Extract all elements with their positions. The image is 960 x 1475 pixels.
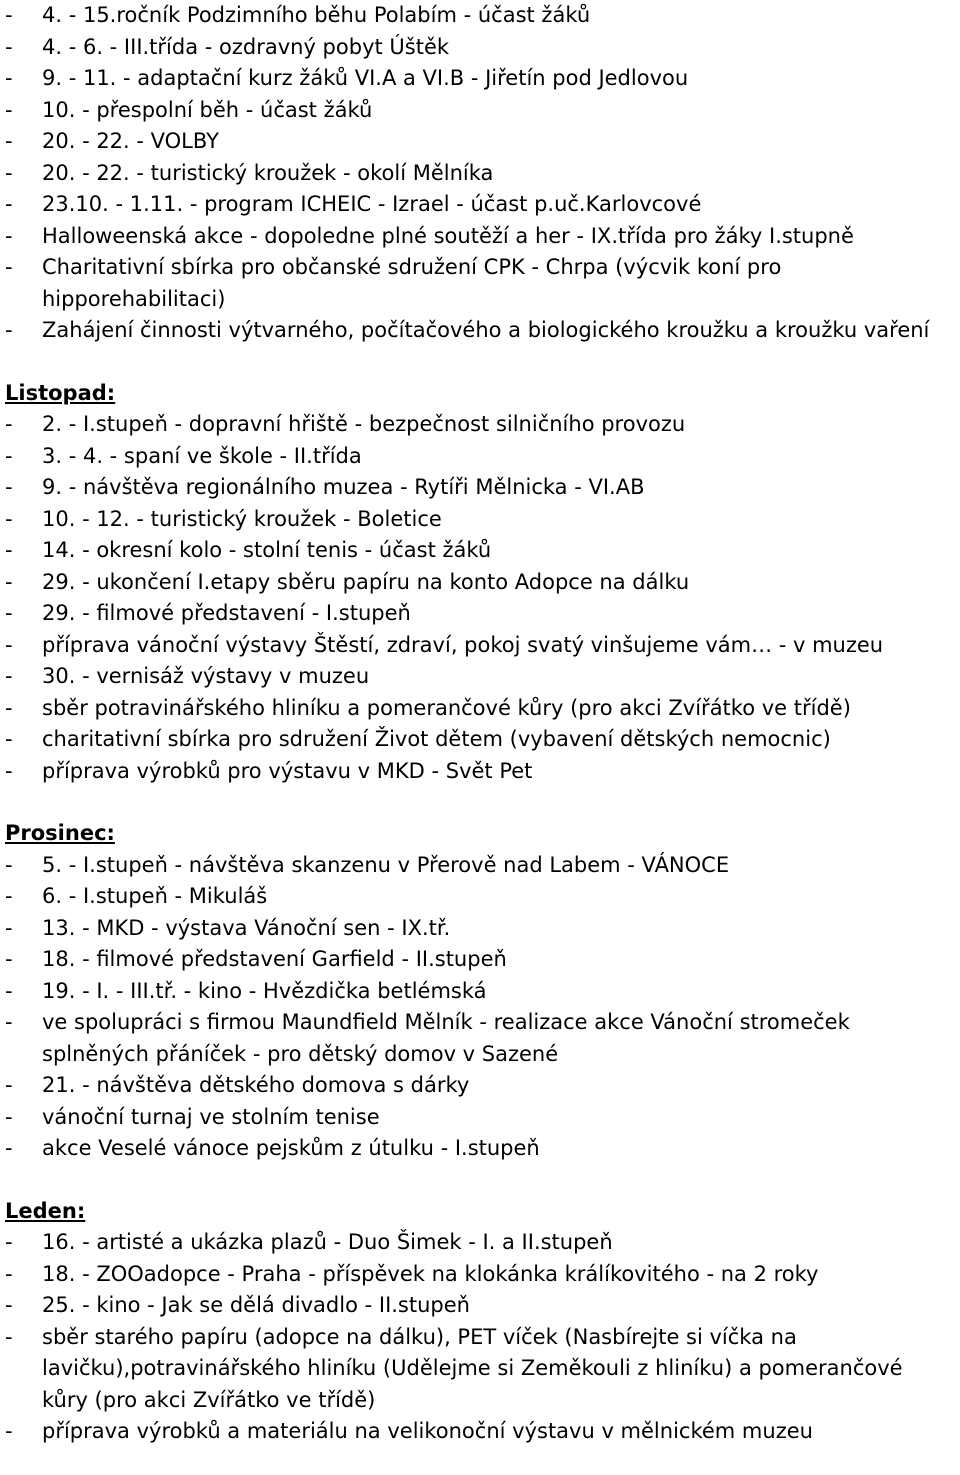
listopad-event-list: [0, 409, 960, 787]
list-item: - 19. - I. - III.tř. - kino - Hvězdička betlémská: [0, 976, 960, 1008]
list-item: - 10. - 12. - turistický kroužek - Boletice: [0, 504, 960, 536]
bullet-dash: -: [5, 1419, 13, 1443]
bullet-dash: -: [5, 978, 13, 1003]
list-item: - ve spolupráci s firmou Maundfield Mělník - realizace akce Vánoční stromeček splněných přáníček - pro dětský domov v Sazené: [0, 1007, 960, 1070]
bullet-dash: -: [5, 255, 13, 279]
list-item: - 2. - I.stupeň - dopravní hřiště - bezpečnost silničního provozu: [0, 409, 960, 441]
list-item: - 30. - vernisáž výstavy v muzeu: [0, 661, 960, 693]
bullet-dash: -: [5, 1261, 13, 1286]
list-item: - příprava vánoční výstavy Štěstí, zdraví, pokoj svatý vinšujeme vám… - v muzeu: [0, 630, 960, 662]
bullet-dash: -: [5, 1104, 13, 1129]
bullet-dash: -: [5, 758, 13, 783]
section-spacer: [0, 787, 960, 818]
bullet-dash: -: [5, 852, 13, 877]
bullet-dash: -: [5, 129, 13, 153]
list-item: - 21. - návštěva dětského domova s dárky: [0, 1070, 960, 1102]
bullet-dash: -: [5, 1293, 13, 1317]
list-item: - příprava výrobků pro výstavu v MKD - Svět Pet: [0, 756, 960, 788]
bullet-dash: -: [5, 915, 13, 940]
bullet-dash: -: [5, 664, 13, 688]
leden-event-list: [0, 1227, 960, 1448]
prosinec-event-list: [0, 850, 960, 1165]
bullet-dash: -: [5, 412, 13, 436]
continued-event-list: [0, 0, 960, 347]
list-item: - 29. - ukončení I.etapy sběru papíru na konto Adopce na dálku: [0, 567, 960, 599]
bullet-dash: -: [5, 632, 13, 657]
section-heading-prosinec: Prosinec:: [5, 821, 115, 845]
list-item: - sběr potravinářského hliníku a pomerančové kůry (pro akci Zvířátko ve třídě): [0, 693, 960, 725]
list-item: - Charitativní sbírka pro občanské sdružení CPK - Chrpa (výcvik koní pro hipporehabilitaci): [0, 252, 960, 315]
bullet-dash: -: [5, 1136, 13, 1160]
list-item: - 9. - návštěva regionálního muzea - Rytíři Mělnicka - VI.AB: [0, 472, 960, 504]
list-item: - 10. - přespolní běh - účast žáků: [0, 95, 960, 127]
bullet-dash: -: [5, 160, 13, 185]
list-item: - 4. - 15.ročník Podzimního běhu Polabím - účast žáků: [0, 0, 960, 32]
bullet-dash: -: [5, 601, 13, 625]
list-item: - charitativní sbírka pro sdružení Život dětem (vybavení dětských nemocnic): [0, 724, 960, 756]
list-item: - 9. - 11. - adaptační kurz žáků VI.A a VI.B - Jiřetín pod Jedlovou: [0, 63, 960, 95]
list-item: - 18. - filmové představení Garfield - II.stupeň: [0, 944, 960, 976]
section-spacer: [0, 347, 960, 378]
list-item: - akce Veselé vánoce pejskům z útulku - I.stupeň: [0, 1133, 960, 1165]
list-item: - 14. - okresní kolo - stolní tenis - účast žáků: [0, 535, 960, 567]
bullet-dash: -: [5, 695, 13, 720]
section-heading-leden: Leden:: [5, 1198, 86, 1223]
bullet-dash: -: [5, 1324, 13, 1349]
bullet-dash: -: [5, 727, 13, 751]
list-item: - 20. - 22. - turistický kroužek - okolí Mělníka: [0, 158, 960, 190]
bullet-dash: -: [5, 97, 13, 122]
list-item: - 3. - 4. - spaní ve škole - II.třída: [0, 441, 960, 473]
bullet-dash: -: [5, 192, 13, 216]
list-item: - sběr starého papíru (adopce na dálku), PET víček (Nasbírejte si víčka na lavičku),potravinářského hliníku (Udělejme si Zeměkouli z hliníku) a pomerančové kůry (pro akci Zvířátko ve třídě): [0, 1322, 960, 1417]
bullet-dash: -: [5, 884, 13, 908]
list-item: - 20. - 22. - VOLBY: [0, 126, 960, 158]
bullet-dash: -: [5, 538, 13, 562]
list-item: - 23.10. - 1.11. - program ICHEIC - Izrael - účast p.uč.Karlovcové: [0, 189, 960, 221]
bullet-dash: -: [5, 1230, 13, 1254]
bullet-dash: -: [5, 1010, 13, 1034]
list-item: - 5. - I.stupeň - návštěva skanzenu v Přerově nad Labem - VÁNOCE: [0, 850, 960, 882]
list-item: - Zahájení činnosti výtvarného, počítačového a biologického kroužku a kroužku vaření: [0, 315, 960, 347]
list-item: - 18. - ZOOadopce - Praha - příspěvek na klokánka králíkovitého - na 2 roky: [0, 1259, 960, 1291]
section-heading-listopad: Listopad:: [5, 380, 116, 405]
bullet-dash: -: [5, 947, 13, 971]
bullet-dash: -: [5, 443, 13, 468]
bullet-dash: -: [5, 318, 13, 342]
list-item: - vánoční turnaj ve stolním tenise: [0, 1102, 960, 1134]
list-item: - Halloweenská akce - dopoledne plné soutěží a her - IX.třída pro žáky I.stupně: [0, 221, 960, 253]
list-item: - 16. - artisté a ukázka plazů - Duo Šimek - I. a II.stupeň: [0, 1227, 960, 1259]
bullet-dash: -: [5, 506, 13, 531]
bullet-dash: -: [5, 34, 13, 59]
list-item: - 29. - filmové představení - I.stupeň: [0, 598, 960, 630]
list-item: - 6. - I.stupeň - Mikuláš: [0, 881, 960, 913]
bullet-dash: -: [5, 475, 13, 499]
bullet-dash: -: [5, 66, 13, 90]
bullet-dash: -: [5, 1073, 13, 1097]
list-item: - 13. - MKD - výstava Vánoční sen - IX.tř.: [0, 913, 960, 945]
list-item: - 4. - 6. - III.třída - ozdravný pobyt Úštěk: [0, 32, 960, 64]
bullet-dash: -: [5, 223, 13, 248]
section-spacer: [0, 1165, 960, 1196]
list-item: - 25. - kino - Jak se dělá divadlo - II.stupeň: [0, 1290, 960, 1322]
bullet-dash: -: [5, 569, 13, 594]
list-item: - příprava výrobků a materiálu na velikonoční výstavu v mělnickém muzeu: [0, 1416, 960, 1448]
bullet-dash: -: [5, 3, 13, 27]
